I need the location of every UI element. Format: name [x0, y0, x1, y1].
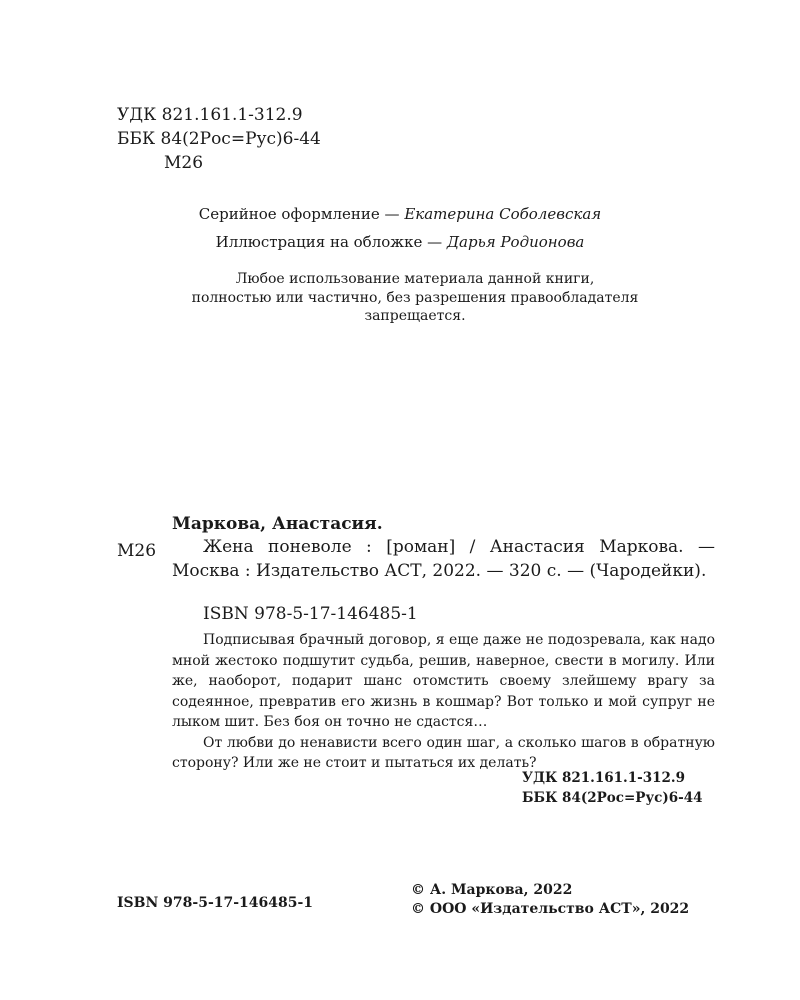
series-design-name: Екатерина Соболевская [404, 205, 602, 223]
copyright-author: © А. Маркова, 2022 [411, 882, 573, 898]
copyright-line: полностью или частично, без разрешения правообладателя [191, 289, 639, 306]
cover-illustration-credit [0, 233, 800, 251]
catalog-isbn: ISBN 978-5-17-146485-1 [203, 604, 418, 624]
copyright-notice [0, 270, 800, 326]
catalog-codes [522, 768, 703, 808]
annotation [172, 630, 715, 774]
cover-label: Иллюстрация на обложке — [215, 233, 447, 251]
header-codes [117, 103, 321, 175]
catalog-bbk: ББК 84(2Рос=Рус)6-44 [522, 790, 703, 806]
annotation-paragraph: Подписывая брачный договор, я еще даже не подозревала, как надо мной жестоко подшутит судьба, решив, наверное, свести в могилу. Или же, наоборот, подарит шанс отомстить своему злейшему врагу за содеянное, превратив его жизнь в кошмар? Вот только и мой супруг не лыком шит. Без боя он точно не сдастся… [172, 632, 715, 730]
bbk-code: ББК 84(2Рос=Рус)6-44 [117, 129, 321, 149]
series-design-credit [0, 205, 800, 223]
footer-copyright [411, 881, 689, 918]
series-design-label: Серийное оформление — [198, 205, 405, 223]
author-heading: Маркова, Анастасия. [172, 514, 383, 534]
copyright-line: Любое использование материала данной книги, [235, 271, 595, 287]
footer-isbn: ISBN 978-5-17-146485-1 [117, 895, 314, 911]
copyright-line: запрещается. [364, 308, 466, 324]
cover-name: Дарья Родионова [446, 233, 585, 251]
author-mark: М26 [164, 153, 204, 173]
annotation-paragraph: От любви до ненависти всего один шаг, а сколько шагов в обратную сторону? Или же не стоит и пытаться их делать? [172, 734, 715, 771]
catalog-author-mark: М26 [117, 541, 157, 561]
catalog-udk: УДК 821.161.1-312.9 [522, 770, 685, 786]
udk-code: УДК 821.161.1-312.9 [117, 105, 303, 125]
copyright-publisher: © ООО «Издательство АСТ», 2022 [411, 900, 690, 917]
bibliographic-description: Жена поневоле : [роман] / Анастасия Маркова. — Москва : Издательство АСТ, 2022. — 320 с. — (Чародейки). [172, 537, 715, 581]
